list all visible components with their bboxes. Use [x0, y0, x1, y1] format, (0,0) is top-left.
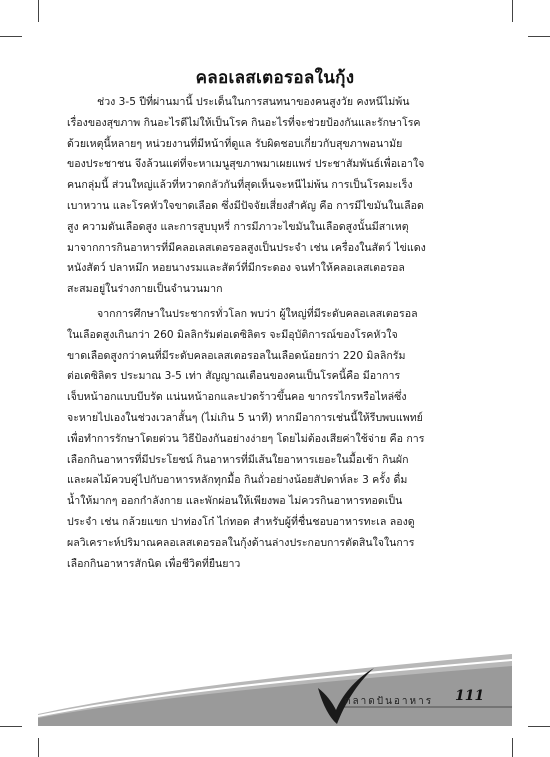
crop-mark	[38, 738, 39, 757]
text-line: เบาหวาน และโรคหัวใจขาดเลือด ซึ่งมีปัจจัยเสี่ยงสำคัญ คือ การมีไขมันในเลือด	[67, 199, 424, 212]
crop-mark	[0, 36, 22, 37]
crop-mark	[528, 36, 550, 37]
page-number: 111	[455, 688, 485, 704]
page-title: คลอเลสเตอรอลในกุ้ง	[195, 68, 355, 88]
crop-mark	[512, 0, 513, 22]
text-line: ขาดเลือดสูงกว่าคนที่มีระดับคลอเลสเตอรอลในเลือดน้อยกว่า 220 มิลลิกรัม	[67, 349, 406, 362]
text-line: น้ำให้มากๆ ออกกำลังกาย และพักผ่อนให้เพียงพอ ไม่ควรกินอาหารทอดเป็น	[67, 495, 403, 508]
text-line: จะหายไปเองในช่วงเวลาสั้นๆ (ไม่เกิน 5 นาที) หากมีอาการเช่นนี้ให้รีบพบแพทย์	[67, 411, 423, 424]
text-line: ช่วง 3-5 ปีที่ผ่านมานี้ ประเด็นในการสนทนาของคนสูงวัย คงหนีไม่พ้น	[97, 96, 410, 108]
text-line: ต่อเดซิลิตร ประมาณ 3-5 เท่า สัญญาณเตือนของคนเป็นโรคนี้คือ มีอาการ	[67, 370, 401, 383]
paragraph	[67, 304, 499, 574]
crop-mark	[0, 726, 22, 727]
book-page	[38, 36, 512, 726]
text-line: คนกลุ่มนี้ ส่วนใหญ่แล้วที่หวาดกลัวกันที่สุดเห็นจะหนีไม่พ้น การเป็นโรคมะเร็ง	[67, 179, 413, 192]
crop-mark	[512, 738, 513, 757]
footer-band	[38, 596, 512, 726]
text-line: ด้วยเหตุนี้หลายๆ หน่วยงานที่มีหน้าที่ดูแล รับผิดชอบเกี่ยวกับสุขภาพอนามัย	[67, 137, 403, 150]
text-line: เพื่อทำการรักษาโดยด่วน วิธีป้องกันอย่างง่ายๆ โดยไม่ต้องเสียค่าใช้จ่าย คือ การ	[67, 432, 425, 445]
paragraph	[67, 92, 499, 300]
text-line: ของประชาชน จึงล้วนแต่ที่จะหาเมนูสุขภาพมาเผยแพร่ ประชาสัมพันธ์เพื่อเอาใจ	[67, 158, 425, 171]
text-line: หนังสัตว์ ปลาหมึก หอยนางรมและสัตว์ที่มีกระดอง จนทำให้คลอเลสเตอรอล	[67, 262, 405, 275]
text-line: และผลไม้ควบคู่ไปกับอาหารหลักทุกมื้อ กินถั่วอย่างน้อยสัปดาห์ละ 3 ครั้ง ดื่ม	[67, 474, 408, 487]
text-line: ประจำ เช่น กล้วยแขก ปาท่องโก๋ ไก่ทอด สำหรับผู้ที่ชื่นชอบอาหารทะเล ลองดู	[67, 515, 415, 528]
crop-mark	[528, 726, 550, 727]
text-line: จากการศึกษาในประชากรทั่วโลก พบว่า ผู้ใหญ่ที่มีระดับคลอเลสเตอรอล	[97, 307, 418, 320]
text-line: สะสมอยู่ในร่างกายเป็นจำนวนมาก	[67, 283, 223, 296]
text-line: มาจากการกินอาหารที่มีคลอเลสเตอรอลสูงเป็นประจำ เช่น เครื่องในสัตว์ ไข่แดง	[67, 241, 426, 254]
text-line: เรื่องของสุขภาพ กินอะไรดีไม่ให้เป็นโรค กินอะไรที่จะช่วยป้องกันและรักษาโรค	[67, 116, 421, 129]
text-line: เลือกกินอาหารสักนิด เพื่อชีวิตที่ยืนยาว	[67, 557, 241, 570]
text-line: ในเลือดสูงเกินกว่า 260 มิลลิกรัมต่อเดซิลิตร จะมีอุบัติการณ์ของโรคหัวใจ	[67, 328, 398, 341]
text-line: เจ็บหน้าอกแบบบีบรัด แน่นหน้าอกและปวดร้าวขึ้นคอ ขากรรไกรหรือไหล่ซึ่ง	[67, 391, 407, 404]
book-title: ตลาดปันอาหาร	[344, 696, 434, 707]
crop-mark	[38, 0, 39, 22]
text-line: เลือกกินอาหารที่มีประโยชน์ กินอาหารที่มีเส้นใยอาหารเยอะในมื้อเช้า กินผัก	[67, 453, 409, 466]
text-line: ผลวิเคราะห์ปริมาณคลอเลสเตอรอลในกุ้งด้านล่างประกอบการตัดสินใจในการ	[67, 536, 415, 549]
article-body	[67, 92, 499, 574]
text-line: สูง ความดันเลือดสูง และการสูบบุหรี่ การมีภาวะไขมันในเลือดสูงนั้นมีสาเหตุ	[67, 220, 409, 233]
